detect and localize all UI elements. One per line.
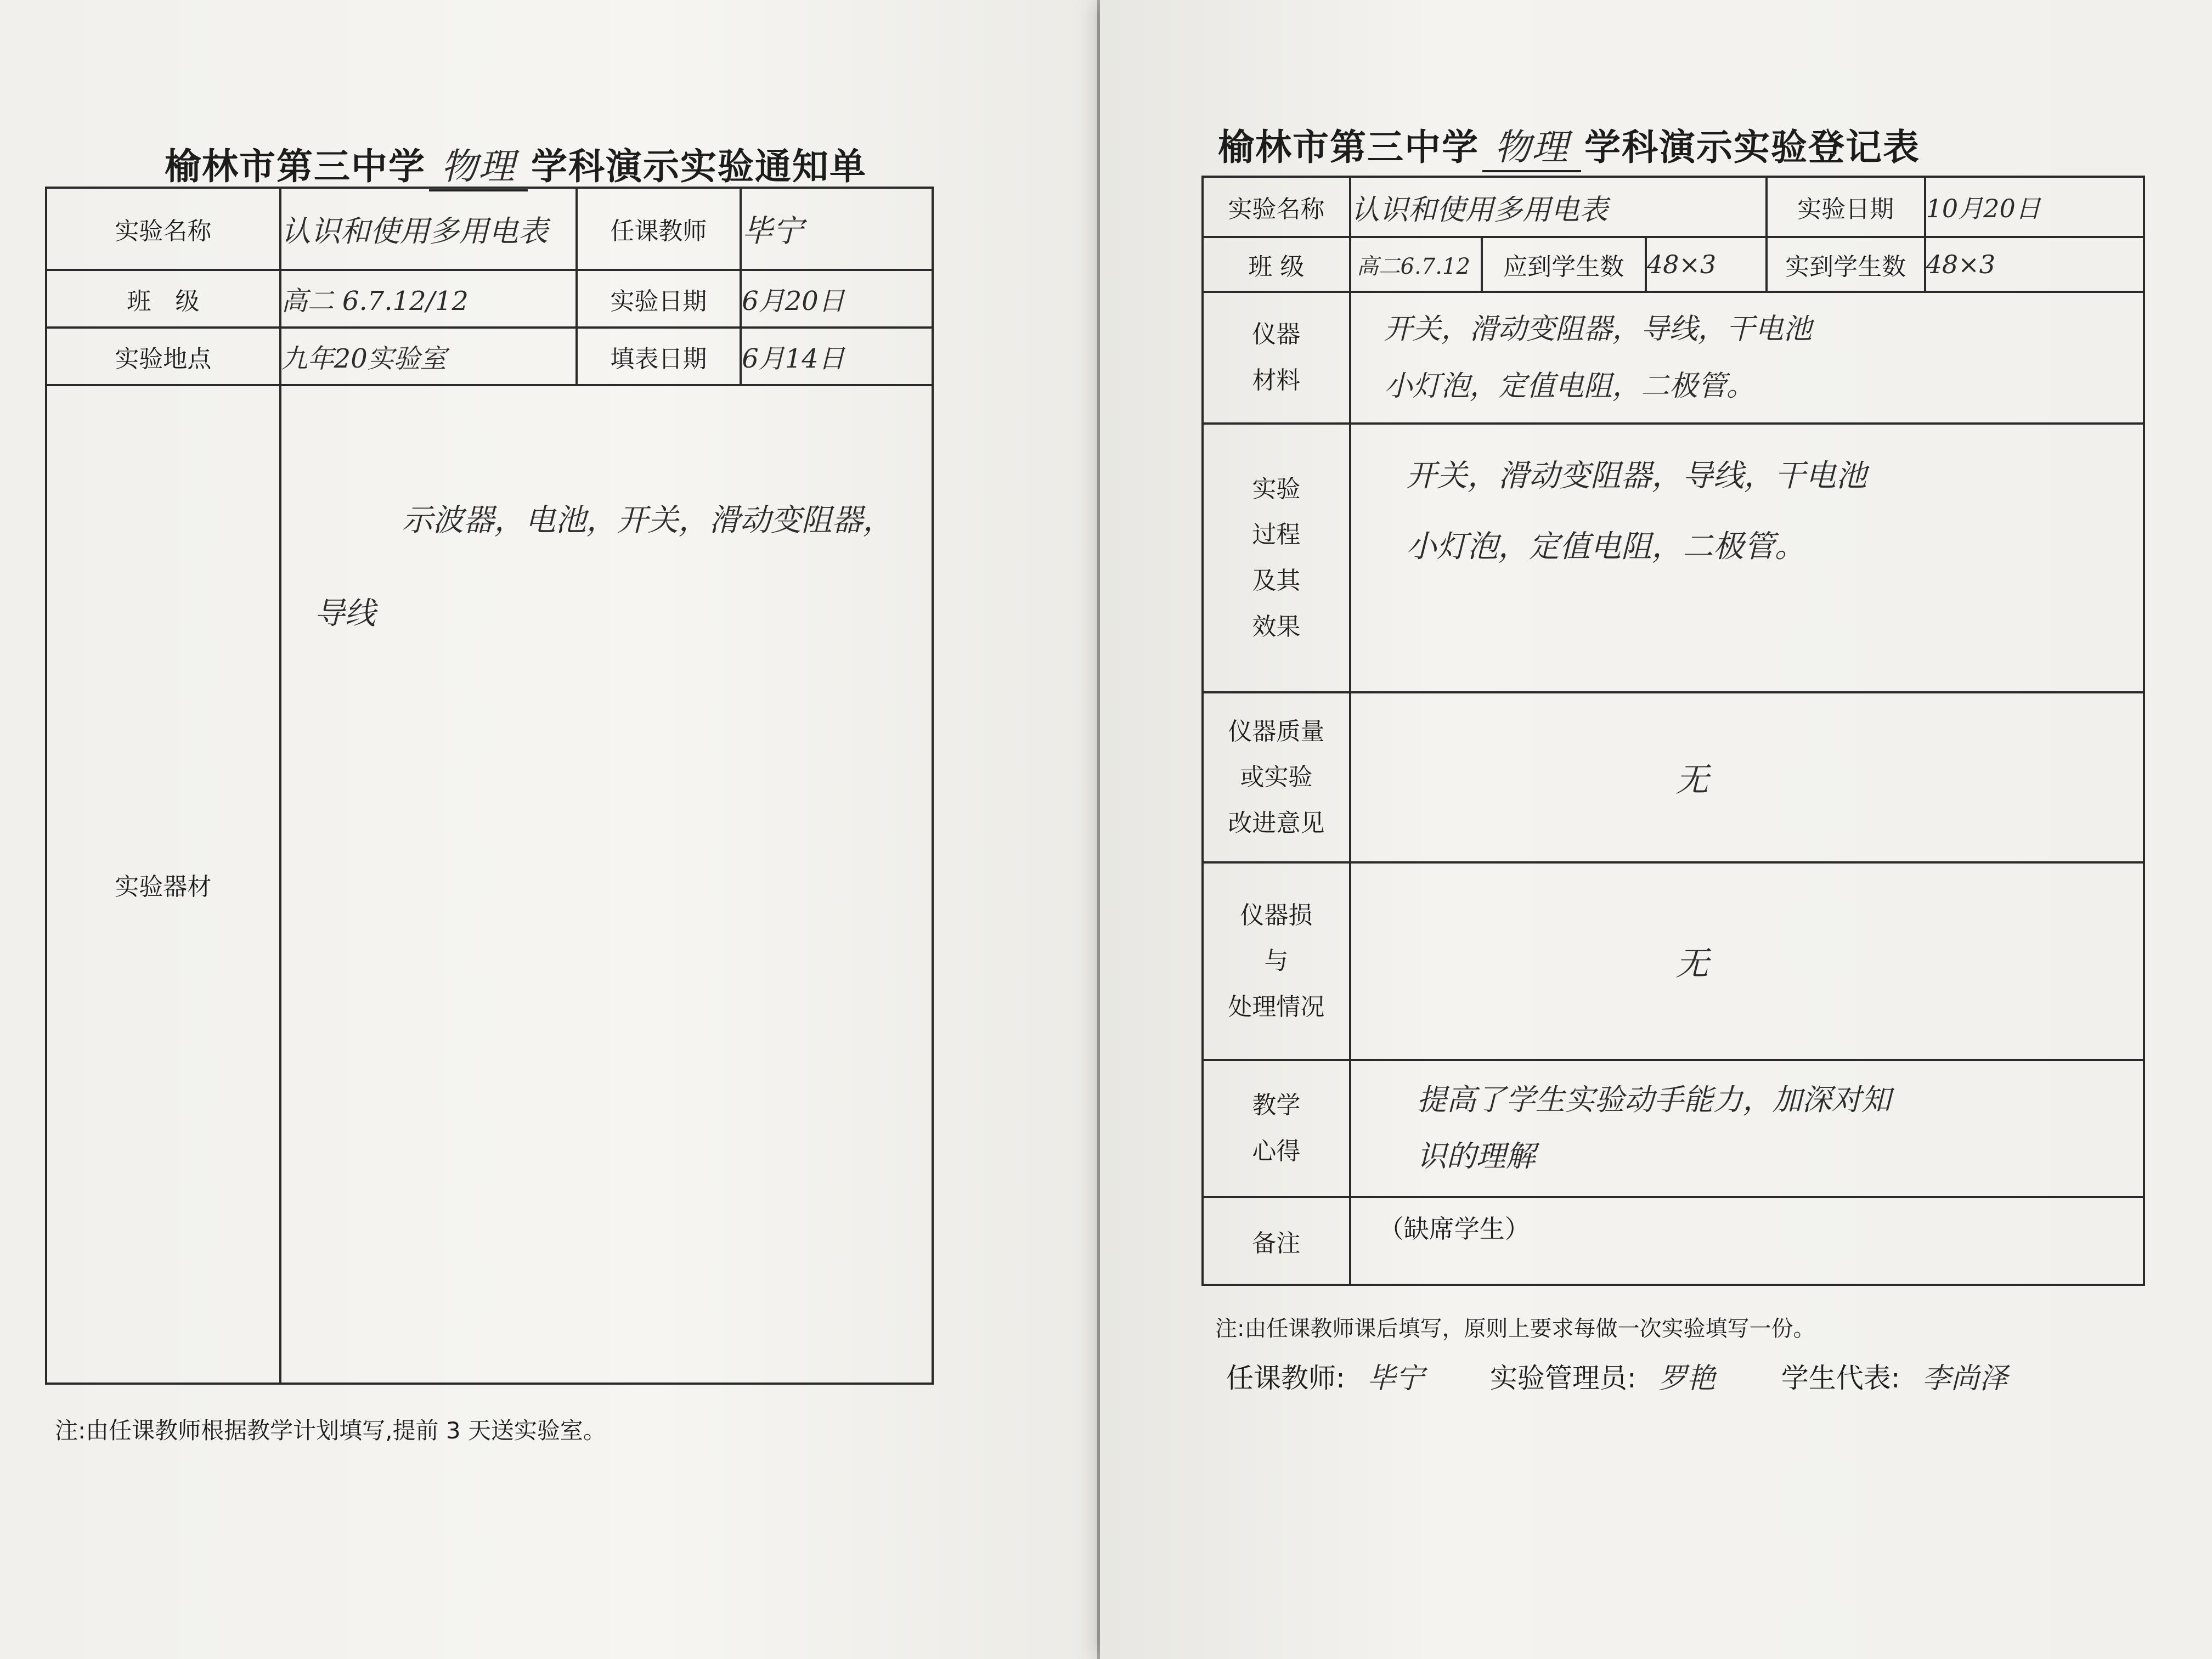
register-label-quality-1: 仪器质量	[1228, 717, 1325, 746]
register-value-class: 高二6.7.12	[1350, 237, 1482, 292]
register-title-prefix: 榆林市第三中学	[1218, 126, 1479, 168]
register-value-experience-2: 识的理解	[1417, 1139, 1536, 1173]
notice-sheet	[0, 0, 1097, 1659]
register-title-subject: 物理	[1482, 118, 1581, 172]
notice-value-teacher: 毕宁	[741, 188, 933, 270]
notice-label-teacher: 任课教师	[577, 188, 741, 270]
register-label-process-2: 过程	[1252, 521, 1301, 549]
register-label-damage-3: 处理情况	[1228, 992, 1325, 1021]
register-label-process	[1203, 424, 1350, 692]
register-title-suffix: 学科演示实验登记表	[1584, 126, 1920, 168]
register-label-actual-students: 实到学生数	[1767, 237, 1925, 292]
register-value-experiment-name: 认识和使用多用电表	[1350, 177, 1767, 237]
register-label-instruments-2: 材料	[1252, 366, 1301, 394]
notice-value-experiment-name: 认识和使用多用电表	[280, 188, 577, 270]
register-experience-cell	[1350, 1060, 2144, 1197]
register-sheet	[1100, 0, 2212, 1659]
register-label-experience	[1203, 1060, 1350, 1197]
register-instruments-cell	[1350, 292, 2144, 424]
register-label-remarks: 备注	[1203, 1197, 1350, 1285]
notice-title-prefix: 榆林市第三中学	[165, 145, 426, 188]
register-value-instruments-1: 开关，滑动变阻器，导线，干电池	[1384, 313, 1812, 346]
register-label-quality	[1203, 692, 1350, 862]
admin-signature: 罗艳	[1658, 1362, 1716, 1395]
student-signature: 李尚泽	[1922, 1362, 2008, 1395]
register-value-quality: 无	[1350, 692, 2144, 862]
register-label-damage	[1203, 862, 1350, 1060]
student-sig-label: 学生代表:	[1781, 1362, 1900, 1394]
register-label-instruments-1: 仪器	[1252, 320, 1301, 349]
notice-value-experiment-date: 6月20日	[741, 270, 933, 328]
register-label-damage-2: 与	[1264, 947, 1289, 975]
notice-title	[165, 137, 867, 191]
register-label-class: 班 级	[1203, 237, 1350, 292]
register-label-instruments	[1203, 292, 1350, 424]
register-label-quality-3: 改进意见	[1228, 809, 1325, 837]
admin-sig-label: 实验管理员:	[1489, 1362, 1637, 1394]
notice-equipment-cell	[280, 385, 933, 1384]
register-footnote: 注:由任课教师课后填写，原则上要求每做一次实验填写一份。	[1215, 1316, 1815, 1341]
register-title	[1218, 118, 1920, 172]
teacher-signature: 毕宁	[1367, 1362, 1424, 1395]
notice-label-fill-date: 填表日期	[577, 328, 741, 385]
teacher-sig-label: 任课教师:	[1226, 1362, 1345, 1394]
register-value-experiment-date: 10月20日	[1925, 177, 2144, 237]
notice-title-suffix: 学科演示实验通知单	[531, 145, 867, 188]
register-value-damage: 无	[1350, 862, 2144, 1060]
notice-equipment-line1: 示波器，电池，开关，滑动变阻器，	[402, 503, 894, 538]
register-label-damage-1: 仪器损	[1240, 901, 1313, 929]
register-process-cell	[1350, 424, 2144, 692]
register-value-expected-students: 48×3	[1646, 237, 1767, 292]
notice-label-experiment-date: 实验日期	[577, 270, 741, 328]
notice-title-subject: 物理	[429, 137, 528, 191]
register-label-process-3: 及其	[1252, 567, 1301, 595]
notice-value-location: 九年20实验室	[280, 328, 577, 385]
register-label-experience-2: 心得	[1252, 1137, 1301, 1165]
notice-equipment-line2: 导线	[314, 596, 376, 631]
register-label-quality-2: 或实验	[1240, 763, 1313, 792]
register-value-experience-1: 提高了学生实验动手能力，加深对知	[1417, 1082, 1891, 1118]
register-table	[1201, 176, 2145, 1286]
register-value-actual-students: 48×3	[1925, 237, 2144, 292]
register-label-process-4: 效果	[1252, 612, 1301, 641]
register-label-experience-1: 教学	[1252, 1091, 1301, 1120]
register-label-experiment-name: 实验名称	[1203, 177, 1350, 237]
register-signatures	[1226, 1355, 2008, 1396]
register-value-process-2: 小灯泡，定值电阻，二极管。	[1406, 528, 1805, 565]
notice-label-equipment: 实验器材	[46, 385, 280, 1384]
notice-label-class: 班 级	[46, 270, 280, 328]
register-value-instruments-2: 小灯泡，定值电阻，二极管。	[1384, 370, 1755, 403]
register-value-remarks: （缺席学生）	[1350, 1197, 2144, 1285]
notice-label-experiment-name: 实验名称	[46, 188, 280, 270]
notice-label-location: 实验地点	[46, 328, 280, 385]
notice-value-fill-date: 6月14日	[741, 328, 933, 385]
notice-footnote: 注:由任课教师根据教学计划填写,提前 3 天送实验室。	[55, 1417, 606, 1444]
notice-table	[45, 187, 934, 1385]
notice-value-class: 高二 6.7.12/12	[280, 270, 577, 328]
register-label-experiment-date: 实验日期	[1767, 177, 1925, 237]
register-label-process-1: 实验	[1252, 475, 1301, 503]
register-value-process-1: 开关，滑动变阻器，导线，干电池	[1406, 458, 1867, 494]
register-label-expected-students: 应到学生数	[1482, 237, 1646, 292]
